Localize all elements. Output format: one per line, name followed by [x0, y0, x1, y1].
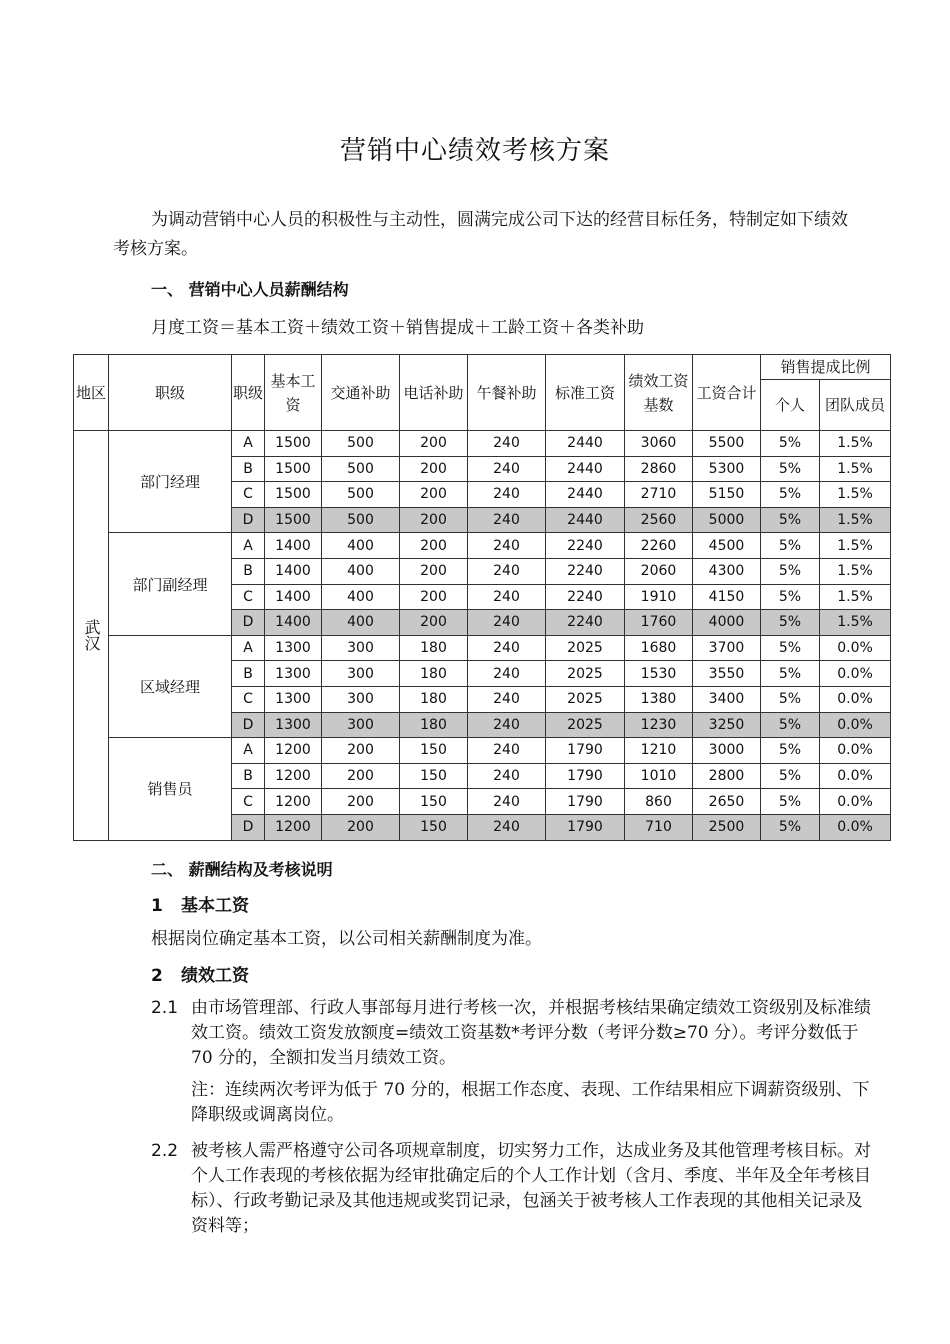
table-cell: 2025	[546, 661, 625, 687]
subheading-performance	[151, 961, 249, 986]
table-cell: 180	[400, 635, 468, 661]
table-cell: 1400	[265, 533, 322, 559]
region-cell: 武汉	[74, 431, 109, 841]
table-cell: 200	[400, 456, 468, 482]
header-position: 职级	[109, 355, 232, 431]
table-cell: 2240	[546, 584, 625, 610]
table-cell: 1300	[265, 686, 322, 712]
table-cell: 1.5%	[820, 482, 891, 508]
level-cell: D	[232, 610, 265, 636]
table-cell: 200	[322, 789, 400, 815]
table-cell: 400	[322, 584, 400, 610]
subheading-number: 2	[151, 966, 163, 986]
table-row	[74, 533, 891, 559]
table-cell: 0.0%	[820, 763, 891, 789]
position-cell: 部门经理	[109, 431, 232, 533]
table-cell: 5%	[761, 431, 820, 457]
table-cell: 1200	[265, 738, 322, 764]
table-cell: 150	[400, 738, 468, 764]
table-cell: 1010	[625, 763, 693, 789]
item-number: 2.1	[151, 998, 179, 1018]
table-cell: 1.5%	[820, 507, 891, 533]
table-cell: 0.0%	[820, 686, 891, 712]
item-2-2	[151, 1139, 871, 1239]
table-cell: 1210	[625, 738, 693, 764]
salary-formula: 月度工资＝基本工资＋绩效工资＋销售提成＋工龄工资＋各类补助	[151, 318, 644, 338]
table-cell: 200	[400, 533, 468, 559]
table-cell: 1200	[265, 789, 322, 815]
table-cell: 2440	[546, 431, 625, 457]
table-cell: 240	[468, 431, 546, 457]
table-cell: 5%	[761, 789, 820, 815]
item-text: 被考核人需严格遵守公司各项规章制度，切实努力工作，达成业务及其他管理考核目标。对个人工作表现的考核依据为经审批确定后的个人工作计划（含月、季度、半年及全年考核目标）、行政考勤记录及其他违规或奖罚记录，包涵关于被考核人工作表现的其他相关记录及资料等；	[191, 1141, 871, 1236]
table-cell: 2440	[546, 456, 625, 482]
table-cell: 240	[468, 584, 546, 610]
table-cell: 300	[322, 686, 400, 712]
table-cell: 1400	[265, 558, 322, 584]
table-cell: 240	[468, 482, 546, 508]
level-cell: D	[232, 814, 265, 840]
table-cell: 5%	[761, 738, 820, 764]
table-cell: 240	[468, 712, 546, 738]
table-cell: 2025	[546, 686, 625, 712]
item-number: 2.2	[151, 1141, 179, 1161]
subheading-number: 1	[151, 896, 163, 916]
basic-salary-text: 根据岗位确定基本工资，以公司相关薪酬制度为准。	[151, 929, 542, 949]
header-standard: 标准工资	[546, 355, 625, 431]
table-cell: 0.0%	[820, 738, 891, 764]
table-cell: 5%	[761, 610, 820, 636]
table-cell: 200	[322, 738, 400, 764]
table-cell: 0.0%	[820, 789, 891, 815]
table-cell: 240	[468, 686, 546, 712]
table-cell: 2025	[546, 712, 625, 738]
table-cell: 150	[400, 814, 468, 840]
table-cell: 200	[322, 763, 400, 789]
header-base: 基本工资	[265, 355, 322, 431]
table-cell: 2060	[625, 558, 693, 584]
note-paragraph	[151, 1078, 871, 1128]
subheading-label: 基本工资	[181, 896, 249, 916]
level-cell: A	[232, 738, 265, 764]
table-cell: 860	[625, 789, 693, 815]
table-row	[74, 635, 891, 661]
item-2-1	[151, 996, 871, 1071]
document-title: 营销中心绩效考核方案	[339, 136, 610, 166]
table-cell: 1500	[265, 456, 322, 482]
table-cell: 200	[400, 610, 468, 636]
table-cell: 5000	[693, 507, 761, 533]
table-cell: 3400	[693, 686, 761, 712]
table-cell: 1760	[625, 610, 693, 636]
table-cell: 4300	[693, 558, 761, 584]
header-commission: 销售提成比例	[761, 355, 891, 380]
table-cell: 200	[400, 482, 468, 508]
level-cell: B	[232, 763, 265, 789]
table-cell: 2440	[546, 482, 625, 508]
item-text: 由市场管理部、行政人事部每月进行考核一次，并根据考核结果确定绩效工资级别及标准绩效工资。绩效工资发放额度=绩效工资基数*考评分数（考评分数≥70 分）。考评分数低于 70 分的，全额扣发当月绩效工资。	[191, 998, 871, 1068]
table-cell: 200	[400, 431, 468, 457]
section2-heading: 二、 薪酬结构及考核说明	[151, 860, 333, 879]
table-cell: 400	[322, 558, 400, 584]
table-cell: 3000	[693, 738, 761, 764]
table-cell: 3700	[693, 635, 761, 661]
table-cell: 0.0%	[820, 635, 891, 661]
table-cell: 240	[468, 789, 546, 815]
section1-heading: 一、 营销中心人员薪酬结构	[151, 280, 349, 299]
table-cell: 300	[322, 635, 400, 661]
table-cell: 5%	[761, 635, 820, 661]
header-team: 团队成员	[820, 380, 891, 431]
table-cell: 1530	[625, 661, 693, 687]
salary-table-body	[74, 431, 891, 841]
table-cell: 1380	[625, 686, 693, 712]
table-cell: 400	[322, 533, 400, 559]
position-cell: 销售员	[109, 738, 232, 840]
table-cell: 2240	[546, 558, 625, 584]
table-cell: 1500	[265, 482, 322, 508]
table-cell: 240	[468, 763, 546, 789]
level-cell: A	[232, 431, 265, 457]
table-cell: 2025	[546, 635, 625, 661]
subheading-label: 绩效工资	[181, 966, 249, 986]
salary-table	[73, 354, 891, 841]
table-cell: 1.5%	[820, 584, 891, 610]
table-cell: 200	[400, 558, 468, 584]
table-cell: 240	[468, 558, 546, 584]
header-total: 工资合计	[693, 355, 761, 431]
table-cell: 1400	[265, 584, 322, 610]
table-cell: 1790	[546, 763, 625, 789]
table-cell: 1300	[265, 661, 322, 687]
header-region: 地区	[74, 355, 109, 431]
table-cell: 2440	[546, 507, 625, 533]
table-cell: 240	[468, 635, 546, 661]
table-row	[74, 738, 891, 764]
table-cell: 5%	[761, 661, 820, 687]
table-cell: 180	[400, 661, 468, 687]
table-cell: 1400	[265, 610, 322, 636]
level-cell: A	[232, 533, 265, 559]
header-level: 职级	[232, 355, 265, 431]
level-cell: C	[232, 686, 265, 712]
level-cell: A	[232, 635, 265, 661]
table-cell: 2260	[625, 533, 693, 559]
subheading-basic	[151, 891, 249, 916]
table-cell: 240	[468, 610, 546, 636]
table-cell: 5%	[761, 686, 820, 712]
table-cell: 1200	[265, 763, 322, 789]
table-cell: 4500	[693, 533, 761, 559]
table-cell: 5%	[761, 814, 820, 840]
table-cell: 5150	[693, 482, 761, 508]
header-perf-base: 绩效工资基数	[625, 355, 693, 431]
table-cell: 1.5%	[820, 558, 891, 584]
header-lunch: 午餐补助	[468, 355, 546, 431]
table-cell: 1500	[265, 431, 322, 457]
table-cell: 0.0%	[820, 814, 891, 840]
table-cell: 1200	[265, 814, 322, 840]
table-cell: 500	[322, 507, 400, 533]
level-cell: C	[232, 584, 265, 610]
table-cell: 200	[400, 507, 468, 533]
level-cell: B	[232, 558, 265, 584]
table-cell: 5%	[761, 763, 820, 789]
table-cell: 0.0%	[820, 661, 891, 687]
table-cell: 2800	[693, 763, 761, 789]
table-cell: 5300	[693, 456, 761, 482]
table-cell: 2560	[625, 507, 693, 533]
table-cell: 180	[400, 686, 468, 712]
table-cell: 5%	[761, 482, 820, 508]
table-cell: 1910	[625, 584, 693, 610]
table-cell: 1.5%	[820, 533, 891, 559]
table-cell: 150	[400, 763, 468, 789]
table-cell: 200	[400, 584, 468, 610]
table-cell: 2860	[625, 456, 693, 482]
note-text: 注：连续两次考评为低于 70 分的，根据工作态度、表现、工作结果相应下调薪资级别、下降职级或调离岗位。	[191, 1080, 870, 1125]
intro-paragraph: 为调动营销中心人员的积极性与主动性，圆满完成公司下达的经营目标任务，特制定如下绩效考核方案。	[113, 210, 848, 259]
table-cell: 2650	[693, 789, 761, 815]
table-cell: 5%	[761, 584, 820, 610]
level-cell: C	[232, 789, 265, 815]
table-cell: 4000	[693, 610, 761, 636]
table-cell: 1790	[546, 814, 625, 840]
table-cell: 1790	[546, 738, 625, 764]
table-cell: 150	[400, 789, 468, 815]
header-personal: 个人	[761, 380, 820, 431]
level-cell: C	[232, 482, 265, 508]
table-cell: 1230	[625, 712, 693, 738]
table-cell: 0.0%	[820, 712, 891, 738]
table-cell: 5%	[761, 558, 820, 584]
level-cell: B	[232, 661, 265, 687]
table-cell: 300	[322, 661, 400, 687]
table-cell: 5%	[761, 507, 820, 533]
table-cell: 240	[468, 738, 546, 764]
table-cell: 1500	[265, 507, 322, 533]
table-row	[74, 431, 891, 457]
table-cell: 3060	[625, 431, 693, 457]
table-cell: 1300	[265, 712, 322, 738]
level-cell: B	[232, 456, 265, 482]
table-cell: 1.5%	[820, 610, 891, 636]
table-cell: 1.5%	[820, 431, 891, 457]
table-cell: 710	[625, 814, 693, 840]
table-cell: 2500	[693, 814, 761, 840]
table-cell: 240	[468, 814, 546, 840]
table-cell: 1790	[546, 789, 625, 815]
table-cell: 500	[322, 456, 400, 482]
table-cell: 240	[468, 456, 546, 482]
table-cell: 2240	[546, 610, 625, 636]
header-transport: 交通补助	[322, 355, 400, 431]
position-cell: 区域经理	[109, 635, 232, 737]
level-cell: D	[232, 712, 265, 738]
table-cell: 240	[468, 533, 546, 559]
table-cell: 200	[322, 814, 400, 840]
table-cell: 5%	[761, 533, 820, 559]
table-cell: 500	[322, 482, 400, 508]
table-cell: 1680	[625, 635, 693, 661]
table-cell: 300	[322, 712, 400, 738]
position-cell: 部门副经理	[109, 533, 232, 635]
table-cell: 2710	[625, 482, 693, 508]
header-phone: 电话补助	[400, 355, 468, 431]
table-cell: 500	[322, 431, 400, 457]
table-cell: 400	[322, 610, 400, 636]
table-cell: 1.5%	[820, 456, 891, 482]
table-cell: 240	[468, 661, 546, 687]
table-cell: 5500	[693, 431, 761, 457]
table-cell: 3550	[693, 661, 761, 687]
table-cell: 5%	[761, 712, 820, 738]
table-cell: 1300	[265, 635, 322, 661]
table-cell: 4150	[693, 584, 761, 610]
table-cell: 3250	[693, 712, 761, 738]
table-cell: 240	[468, 507, 546, 533]
table-cell: 180	[400, 712, 468, 738]
level-cell: D	[232, 507, 265, 533]
table-cell: 2240	[546, 533, 625, 559]
table-cell: 5%	[761, 456, 820, 482]
